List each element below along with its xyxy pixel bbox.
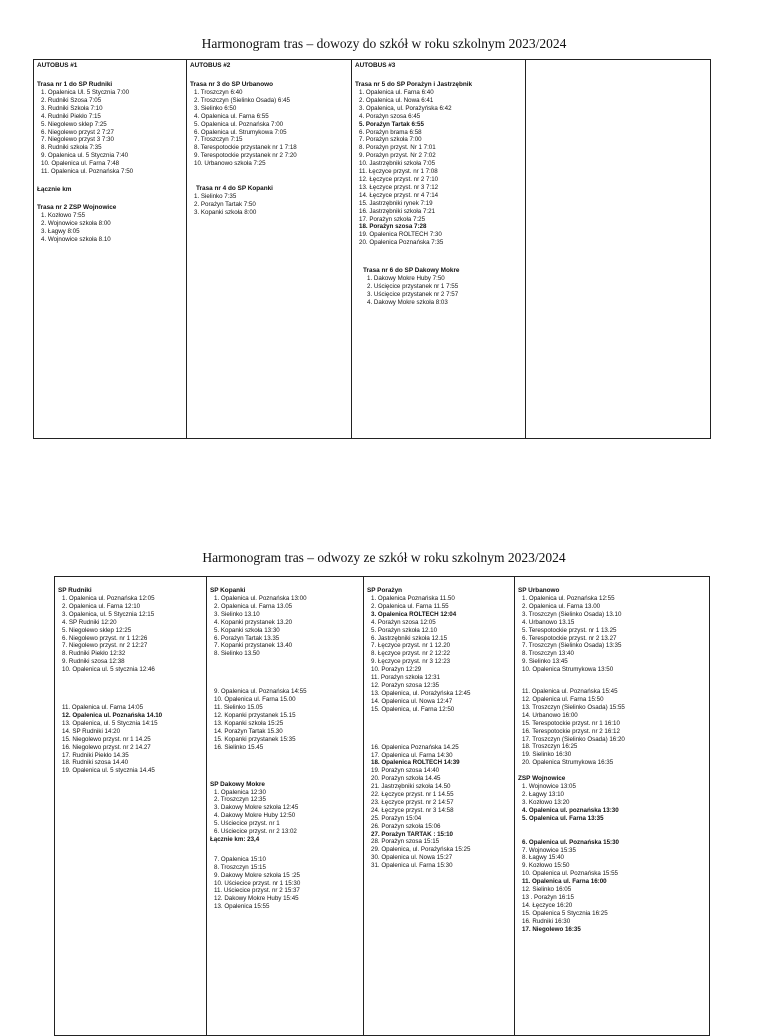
stop: 10. Uściecice przyst. nr 1 15:30 bbox=[214, 879, 301, 887]
stop: 24. Łęczyce przyst. nr 3 14:58 bbox=[371, 806, 454, 814]
stop: 2. Opalenica ul. Farna 13.05 bbox=[214, 602, 293, 610]
stop: 5. Opalenica ul. Farna 13:35 bbox=[522, 814, 604, 822]
stop: 2. Łagwy 13:10 bbox=[522, 791, 564, 799]
stop: 14. Łęczyce 16:20 bbox=[522, 901, 573, 909]
stop: 11. Opalenica ul. Poznańska 15:45 bbox=[522, 688, 618, 696]
stop: 14. Opalenica ul. Nowa 12:47 bbox=[371, 697, 453, 705]
stop: 12. Dakowy Mokre Huby 15:45 bbox=[214, 895, 299, 903]
stop: 10. Opalenica Strumykowa 13:50 bbox=[522, 666, 614, 674]
route-heading: Trasa nr 6 do SP Dakowy Mokre bbox=[363, 267, 460, 275]
stop: 13. Łęczyce przyst. nr 3 7:12 bbox=[359, 183, 439, 191]
stop: 4. Urbanowo 13.15 bbox=[522, 618, 575, 626]
stop: 4. SP Rudniki 12:20 bbox=[62, 618, 117, 626]
stop: 7. Łęczyce przyst. nr 1 12.20 bbox=[371, 642, 451, 650]
stop: 16. Jastrzębniki szkoła 7:21 bbox=[359, 207, 436, 215]
stop: 16. Opalenica Poznańska 14.25 bbox=[371, 743, 459, 751]
stop: 5. Opalenica ul. Poznańska 7:00 bbox=[194, 120, 284, 128]
stop: 9. Porażyn przyst. Nr 2 7:02 bbox=[359, 152, 436, 160]
stop: 2. Porażyn Tartak 7:50 bbox=[194, 200, 256, 208]
stop: 4. Dakowy Mokre szkoła 8:03 bbox=[367, 298, 448, 306]
stop: 21. Jastrzębniki szkoła 14.50 bbox=[371, 783, 451, 791]
stop: 5. Niegolewo sklep 12:25 bbox=[62, 626, 132, 634]
school-heading: SP Urbanowo bbox=[518, 587, 560, 594]
stop: 20. Opalenica Poznańska 7:35 bbox=[359, 239, 444, 247]
stop: 2. Opalenica ul. Farna 11.55 bbox=[371, 602, 449, 610]
stop: 18. Opalenica ROLTECH 14:39 bbox=[371, 759, 460, 767]
stop: 2. Uścięcice przystanek nr 1 7:55 bbox=[367, 283, 459, 291]
stop: 4. Rudniki Piekło 7:15 bbox=[41, 112, 101, 120]
stop: 10. Opalenica ul. Farna 15.00 bbox=[214, 696, 296, 704]
stop: 7. Troszczyn 7:15 bbox=[194, 136, 243, 144]
stop: 17. Opalenica ul. Farna 14:30 bbox=[371, 751, 453, 759]
odwozy-col-4 bbox=[515, 577, 710, 1036]
stop: 12. Kopanki przystanek 15.15 bbox=[214, 711, 296, 719]
route-stops bbox=[210, 688, 360, 751]
stop: 8. Rudniki szkoła 7:35 bbox=[41, 144, 102, 152]
total-km: Łącznie km: 23,4 bbox=[210, 835, 260, 843]
stop: 7. Opalenica 15:10 bbox=[214, 855, 266, 863]
stop: 27. Porażyn TARTAK : 15:10 bbox=[371, 830, 453, 838]
stop: 11. Porażyn szkoła 12:31 bbox=[371, 674, 441, 682]
stop: 29. Opalenica, ul. Porażyńska 15:25 bbox=[371, 846, 471, 854]
route-heading: Trasa nr 4 do SP Kopanki bbox=[196, 185, 273, 193]
stop: 2. Opalenica ul. Farna 13.00 bbox=[522, 602, 601, 610]
stop: 6. Jastrzębniki szkoła 12.15 bbox=[371, 634, 448, 642]
stop: 19. Opalenica ul. 5 stycznia 14.45 bbox=[62, 767, 155, 775]
stop: 9. Rudniki szosa 12:38 bbox=[62, 658, 125, 666]
stop: 11. Uściecice przyst. nr 2 15:37 bbox=[214, 887, 300, 895]
stop: 11. Sielinko 15.05 bbox=[214, 704, 263, 712]
school-heading: SP Rudniki bbox=[58, 587, 92, 594]
stop: 16. Sielinko 15.45 bbox=[214, 743, 264, 751]
stop: 3. Opalenica ROLTECH 12:04 bbox=[371, 610, 457, 618]
stop: 8. Rudniki Piekło 12:32 bbox=[62, 650, 126, 658]
route-stops bbox=[518, 595, 706, 674]
stop: 8. Troszczyn 13:40 bbox=[522, 650, 574, 658]
school-heading: SP Porażyn bbox=[367, 587, 403, 594]
stop: 10. Jastrzębniki szkoła 7:05 bbox=[359, 160, 436, 168]
route-stops bbox=[58, 595, 203, 674]
stop: 13. Troszczyn (Sielinko Osada) 15:55 bbox=[522, 703, 625, 711]
stop: 6. Opalenica ul. Strumykowa 7:05 bbox=[194, 128, 287, 136]
dowozy-col-2 bbox=[187, 60, 352, 439]
odwozy-col-3 bbox=[364, 577, 515, 1036]
stop: 1. Opalenica 12:30 bbox=[214, 788, 266, 796]
stop: 18. Porażyn szosa 7:28 bbox=[359, 223, 427, 231]
stop: 19. Porażyn szosa 14:40 bbox=[371, 767, 440, 775]
stop: 6. Opalenica ul. Poznańska 15:30 bbox=[522, 838, 619, 846]
stop: 1. Opalenica Ul. 5 Stycznia 7:00 bbox=[41, 89, 130, 96]
stop: 10. Opalenica ul. Farna 7:48 bbox=[41, 160, 120, 168]
stop: 8. Porażyn przyst. Nr 1 7:01 bbox=[359, 144, 436, 152]
dowozy-col-1 bbox=[34, 60, 187, 439]
stop: 14. Porażyn Tartak 15.30 bbox=[214, 727, 283, 735]
stop: 3. Troszczyn (Sielinko Osada) 13.10 bbox=[522, 610, 622, 618]
stop: 10. Opalenica ul. 5 stycznia 12:46 bbox=[62, 666, 155, 674]
school-heading: SP Kopanki bbox=[210, 587, 246, 594]
stop: 4. Dakowy Mokre Huby 12:50 bbox=[214, 812, 296, 820]
route-stops bbox=[518, 839, 706, 934]
stop: 5. Niegolewo sklep 7:25 bbox=[41, 120, 107, 128]
route-stops bbox=[210, 856, 360, 911]
route-heading: Trasa nr 3 do SP Urbanowo bbox=[190, 81, 273, 88]
stop: 11. Opalenica ul. Farna 14:05 bbox=[62, 704, 144, 712]
route-stops bbox=[37, 89, 183, 176]
stop: 2. Opalenica ul. Nowa 6:41 bbox=[359, 96, 434, 104]
route-stops bbox=[37, 212, 183, 244]
bus-label: AUTOBUS #1 bbox=[37, 62, 78, 69]
stop: 5. Terespotockie przyst. nr 1 13.25 bbox=[522, 626, 617, 634]
stop: 10. Porażyn 12:29 bbox=[371, 666, 422, 674]
route-heading: Trasa nr 2 ZSP Wojnowice bbox=[37, 203, 117, 211]
route-stops bbox=[367, 595, 511, 714]
dowozy-col-3 bbox=[352, 60, 526, 439]
stop: 13. Opalenica, ul. Porażyńska 12:45 bbox=[371, 689, 471, 697]
stop: 8. Łagwy 15:40 bbox=[522, 854, 564, 862]
stop: 9. Opalenica ul. Poznańska 14:55 bbox=[214, 688, 307, 696]
stop: 2. Wojnowice szkoła 8:00 bbox=[41, 219, 111, 227]
stop: 7. Niegolewo przyst 3 7:30 bbox=[41, 136, 114, 144]
stop: 18. Rudniki szosa 14.40 bbox=[62, 759, 129, 767]
route-stops bbox=[367, 744, 511, 871]
stop: 3. Sielinko 13.10 bbox=[214, 610, 260, 618]
stop: 14. Łęczyce przyst. nr 4 7:14 bbox=[359, 191, 439, 199]
school-heading: ZSP Wojnowice bbox=[518, 775, 566, 783]
stop: 3. Kopanki szkoła 8:00 bbox=[194, 208, 257, 216]
stop: 9. Opalenica ul. 5 Stycznia 7:40 bbox=[41, 152, 129, 160]
stop: 13 . Porażyn 16:15 bbox=[522, 894, 574, 901]
stop: 4. Opalenica ul. poznańska 13:30 bbox=[522, 806, 619, 814]
stop: 9. Terespotockie przystanek nr 2 7:20 bbox=[194, 152, 297, 160]
stop: 5. Kopanki szkoła 13:30 bbox=[214, 626, 280, 634]
stop: 1. Troszczyn 6:40 bbox=[194, 89, 243, 96]
route-stops bbox=[210, 789, 360, 836]
stop: 6. Porażyn Tartak 13.35 bbox=[214, 634, 280, 642]
stop: 15. Jastrzębniki rynek 7:19 bbox=[359, 199, 433, 207]
stop: 4. Porażyn szosa 6:45 bbox=[359, 112, 421, 120]
stop: 15. Niegolewo przyst. nr 1 14.25 bbox=[62, 735, 151, 743]
school-heading: SP Dakowy Mokre bbox=[210, 780, 265, 788]
stop: 3. Rudniki Szkoła 7:10 bbox=[41, 104, 103, 112]
bus-label: AUTOBUS #2 bbox=[190, 62, 231, 69]
stop: 5. Porażyn szkoła 12.10 bbox=[371, 626, 438, 634]
stop: 12. Porażyn szosa 12:35 bbox=[371, 681, 440, 689]
stop: 17. Niegolewo 16:35 bbox=[522, 925, 581, 933]
stop: 9. Dakowy Mokre szkoła 15 :25 bbox=[214, 871, 300, 879]
route-stops bbox=[518, 688, 706, 767]
stop: 14. SP Rudniki 14:20 bbox=[62, 727, 121, 735]
stop: 8. Troszczyn 15:15 bbox=[214, 863, 266, 871]
stop: 3. Opalenica, ul. Porażyńska 6:42 bbox=[359, 104, 452, 112]
stop: 15. Opalenica, ul. Farna 12:50 bbox=[371, 705, 455, 713]
stop: 3. Kozłowo 13:20 bbox=[522, 798, 570, 806]
stop: 10. Opalenica ul. Poznańska 15:55 bbox=[522, 870, 618, 878]
stop: 6. Niegolewo przyst. nr 1 12:26 bbox=[62, 634, 148, 642]
total-km-label: Łącznie km bbox=[37, 185, 72, 193]
stop: 4. Porażyn szosa 12:05 bbox=[371, 618, 436, 626]
stop: 3. Sielinko 6:50 bbox=[194, 104, 237, 112]
stop: 6. Niegolewo przyst 2 7:27 bbox=[41, 128, 114, 136]
stop: 11. Opalenica ul. Farna 16:00 bbox=[522, 878, 607, 886]
stop: 26. Porażyn szkoła 15:06 bbox=[371, 822, 441, 830]
stop: 8. Łęczyce przyst. nr 2 12:22 bbox=[371, 650, 451, 658]
stop: 1. Wojnowice 13:05 bbox=[522, 783, 576, 791]
stop: 1. Opalenica ul. Poznańska 12:55 bbox=[522, 595, 615, 602]
stop: 6. Porażyn brama 6:58 bbox=[359, 128, 422, 136]
stop: 11. Łęczyce przyst. nr 1 7:08 bbox=[359, 168, 438, 176]
stop: 16. Rudniki 16:30 bbox=[522, 917, 571, 925]
stop: 19. Sielinko 16:30 bbox=[522, 751, 572, 759]
stop: 12. Łęczyce przyst. nr 2 7:10 bbox=[359, 175, 439, 183]
route-stops bbox=[518, 783, 706, 823]
stop: 28. Porażyn szosa 15:15 bbox=[371, 838, 440, 846]
stop: 1. Dakowy Mokre Huby 7:50 bbox=[367, 275, 445, 283]
stop: 7. Troszczyn (Sielinko Osada) 13:35 bbox=[522, 642, 622, 650]
stop: 1. Opalenica ul. Poznańska 13:00 bbox=[214, 595, 307, 602]
odwozy-table bbox=[54, 576, 710, 1036]
stop: 19. Opalenica ROLTECH 7:30 bbox=[359, 231, 442, 239]
stop: 23. Łęczyce przyst. nr 2 14:57 bbox=[371, 798, 454, 806]
stop: 2. Troszczyn 12:35 bbox=[214, 796, 266, 804]
stop: 30. Opalenica ul. Nowa 15:27 bbox=[371, 854, 453, 862]
stop: 22. Łęczyce przyst. nr 1 14.55 bbox=[371, 791, 454, 799]
stop: 9. Sielinko 13:45 bbox=[522, 658, 568, 666]
stop: 2. Rudniki Szosa 7:05 bbox=[41, 96, 102, 104]
route-stops bbox=[355, 275, 522, 307]
stop: 20. Opalenica Strumykowa 16:35 bbox=[522, 759, 614, 767]
stop: 13. Kopanki szkoła 15:25 bbox=[214, 719, 284, 727]
route-heading: Trasa nr 5 do SP Porażyn i Jastrzębnik bbox=[355, 81, 473, 88]
stop: 7. Porażyn szkoła 7:00 bbox=[359, 136, 422, 144]
stop: 25. Porażyn 15:04 bbox=[371, 814, 422, 822]
stop: 13. Opalenica 15:55 bbox=[214, 903, 270, 911]
stop: 9. Łęczyce przyst. nr 3 12:23 bbox=[371, 658, 451, 666]
route-stops bbox=[190, 89, 348, 168]
stop: 12. Opalenica ul. Poznańska 14.10 bbox=[62, 711, 163, 719]
stop: 4. Opalenica ul. Farna 6:55 bbox=[194, 112, 269, 120]
stop: 4. Kopanki przystanek 13.20 bbox=[214, 618, 293, 626]
stop: 7. Wojnowice 15:35 bbox=[522, 846, 576, 854]
stop: 2. Troszczyn (Sielinko Osada) 6:45 bbox=[194, 96, 290, 104]
stop: 7. Kopanki przystanek 13.40 bbox=[214, 642, 293, 650]
stop: 14. Urbanowo 16:00 bbox=[522, 711, 578, 719]
stop: 16. Terespotockie przyst. nr 2 16:12 bbox=[522, 727, 620, 735]
stop: 15. Terespotockie przyst. nr 1 16:10 bbox=[522, 719, 620, 727]
stop: 12. Opalenica ul. Farna 15:50 bbox=[522, 695, 604, 703]
stop: 10. Urbanowo szkoła 7:25 bbox=[194, 160, 266, 168]
stop: 17. Rudniki Piekło 14.35 bbox=[62, 751, 129, 759]
stop: 3. Dakowy Mokre szkoła 12:45 bbox=[214, 804, 299, 812]
stop: 1. Sielinko 7:35 bbox=[194, 193, 237, 201]
stop: 4. Wojnowice szkoła 8.10 bbox=[41, 235, 111, 243]
stop: 7. Niegolewo przyst. nr 2 12:27 bbox=[62, 642, 148, 650]
stop: 1. Opalenica ul. Poznańska 12:05 bbox=[62, 595, 155, 602]
stop: 17. Porażyn szkoła 7:25 bbox=[359, 215, 426, 223]
stop: 17. Troszczyn (Sielinko Osada) 16:20 bbox=[522, 735, 625, 743]
stop: 3. Łagwy 8:05 bbox=[41, 227, 80, 235]
stop: 13. Opalenica, ul. 5 Stycznia 14:15 bbox=[62, 719, 158, 727]
stop: 16. Niegolewo przyst. nr 2 14.27 bbox=[62, 743, 151, 751]
stop: 1. Opalenica ul. Farna 6:40 bbox=[359, 89, 434, 96]
stop: 1. Opalenica Poznańska 11.50 bbox=[371, 595, 455, 602]
dowozy-col-4 bbox=[526, 60, 711, 439]
stop: 12. Sielinko 16:05 bbox=[522, 886, 572, 894]
route-heading: Trasa nr 1 do SP Rudniki bbox=[37, 81, 113, 88]
route-stops bbox=[190, 193, 348, 217]
stop: 3. Opalenica, ul. 5 Stycznia 12:15 bbox=[62, 610, 155, 618]
stop: 8. Sielinko 13.50 bbox=[214, 650, 260, 658]
dowozy-title: Harmonogram tras – dowozy do szkół w roku szkolnym 2023/2024 bbox=[201, 36, 567, 51]
bus-label: AUTOBUS #3 bbox=[355, 62, 396, 69]
odwozy-col-1 bbox=[55, 577, 207, 1036]
stop: 5. Uściecice przyst. nr 1 bbox=[214, 820, 280, 828]
route-stops bbox=[58, 704, 203, 775]
route-stops bbox=[355, 89, 522, 247]
stop: 11. Opalenica ul. Poznańska 7:50 bbox=[41, 168, 134, 176]
stop: 15. Opalenica 5 Stycznia 16:25 bbox=[522, 909, 608, 917]
route-stops bbox=[210, 595, 360, 658]
stop: 1. Kozłowo 7:55 bbox=[41, 211, 86, 219]
odwozy-title: Harmonogram tras – odwozy ze szkół w roku szkolnym 2023/2024 bbox=[202, 550, 566, 565]
stop: 20. Porażyn szkoła 14.45 bbox=[371, 775, 441, 783]
stop: 9. Kozłowo 15:50 bbox=[522, 862, 570, 870]
stop: 3. Uścięcice przystanek nr 2 7:57 bbox=[367, 290, 459, 298]
stop: 6. Terespotockie przyst. nr 2 13.27 bbox=[522, 634, 617, 642]
stop: 31. Opalenica ul. Farna 15:30 bbox=[371, 862, 453, 870]
stop: 15. Kopanki przystanek 15:35 bbox=[214, 735, 296, 743]
stop: 18. Troszczyn 16:25 bbox=[522, 743, 578, 751]
stop: 6. Uściecice przyst. nr 2 13:02 bbox=[214, 828, 297, 836]
stop: 2. Opalenica ul. Farna 12:10 bbox=[62, 602, 141, 610]
stop: 8. Terespotockie przystanek nr 1 7:18 bbox=[194, 144, 297, 152]
stop: 5. Porażyn Tartak 6:55 bbox=[359, 120, 424, 128]
dowozy-table bbox=[33, 59, 711, 439]
odwozy-col-2 bbox=[207, 577, 364, 1036]
